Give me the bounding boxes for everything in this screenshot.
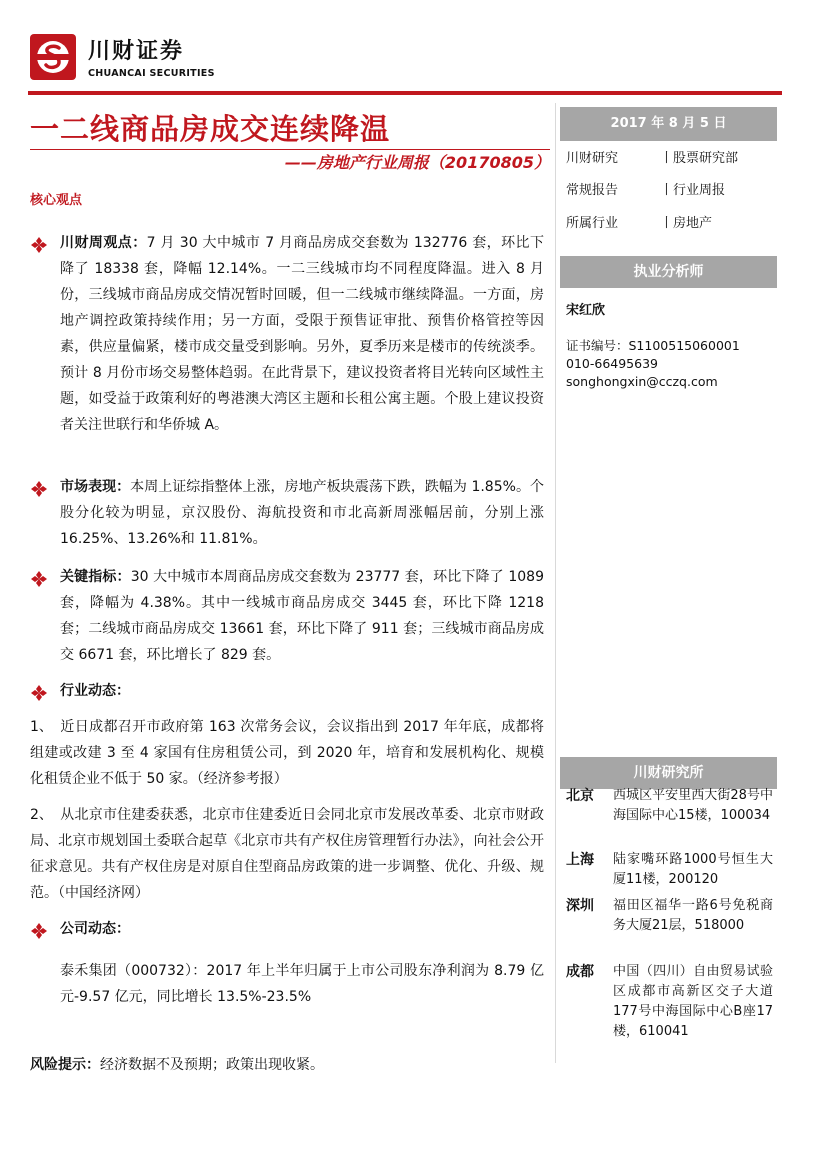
office-city: 深圳 [566, 898, 594, 914]
meta-value: 丨房地产 [660, 216, 713, 231]
office-address: 西城区平安里西大街28号中海国际中心15楼，100034 [613, 788, 773, 823]
institute-header: 川财研究所 [560, 757, 777, 789]
meta-row-industry [566, 215, 712, 233]
risk-body: 经济数据不及预期；政策出现收紧。 [100, 1057, 324, 1073]
diamond-bullet-icon [30, 570, 48, 588]
paragraph-weekly-view [60, 230, 544, 438]
meta-key: 常规报告 [566, 183, 619, 198]
news-number: 2、 [30, 807, 53, 823]
news-text: 从北京市住建委获悉，北京市住建委近日会同北京市发展改革委、北京市财政局、北京市规划国土委联合起草《北京市共有产权住房管理暂行办法》，向社会公开征求意见。共有产权住房是对原自住型商品房政策的进一步调整、优化、升级、规范。（中国经济网） [30, 807, 544, 901]
meta-value: 丨行业周报 [660, 183, 726, 198]
risk-heading: 风险提示： [30, 1057, 100, 1073]
diamond-bullet-icon [30, 480, 48, 498]
meta-key: 所属行业 [566, 216, 619, 231]
analyst-cert: 证书编号：S1100515060001 [566, 338, 740, 353]
news-item [30, 714, 544, 792]
office-address: 福田区福华一路6号免税商务大厦21层，518000 [613, 898, 773, 933]
paragraph-body: 本周上证综指整体上涨，房地产板块震荡下跌，跌幅为 1.85%。个股分化较为明显，京汉股份、海航投资和市北高新周涨幅居前，分别上涨 16.25%、13.26%和 11.81%。 [60, 479, 544, 547]
brand-logo-icon [30, 34, 76, 80]
title-divider [30, 149, 550, 150]
office-city: 成都 [566, 964, 594, 980]
section-company-news [60, 916, 544, 942]
paragraph-body: 7 月 30 大中城市 7 月商品房成交套数为 132776 套，环比下降了 18338 套，降幅 12.14%。一二三线城市均不同程度降温。进入 8 月份，三线城市商品房成交情况暂时回暖，但一二线城市继续降温。一方面，房地产调控政策持续作用；另一方面，受限于预售证审批、预售价格管控等因素，供应量偏紧，楼市成交量受到影响。另外，夏季历来是楼市的传统淡季。预计 8 月份市场交易整体趋弱。在此背景下，建议投资者将目光转向区域性主题，如受益于政策利好的粤港澳大湾区主题和长租公寓主题。个股上建议投资者关注世联行和华侨城 A。 [60, 235, 544, 433]
paragraph-heading: 行业动态： [60, 683, 130, 699]
meta-value: 丨股票研究部 [660, 151, 739, 166]
paragraph-heading: 川财周观点： [60, 235, 147, 251]
news-number: 1、 [30, 719, 53, 735]
risk-warning [30, 1054, 324, 1076]
page-subtitle: ——房地产行业周报（20170805） [284, 153, 550, 172]
report-date: 2017 年 8 月 5 日 [560, 107, 777, 141]
analyst-phone: 010-66495639 [566, 356, 658, 371]
analyst-name: 宋红欣 [566, 303, 606, 318]
office-city: 北京 [566, 788, 594, 804]
office-city: 上海 [566, 852, 594, 868]
meta-row-report-type [566, 182, 725, 200]
paragraph-market [60, 474, 544, 552]
news-item [30, 802, 544, 906]
header-rule [28, 91, 782, 95]
news-text: 近日成都召开市政府第 163 次常务会议，会议指出到 2017 年年底，成都将组建或改建 3 至 4 家国有住房租赁公司，到 2020 年，培育和发展机构化、规模化租赁企业不低于 50 家。（经济参考报） [30, 719, 544, 787]
company-news-text: 泰禾集团（000732）：2017 年上半年归属于上市公司股东净利润为 8.79 亿元-9.57 亿元，同比增长 13.5%-23.5% [60, 963, 544, 1005]
office-address: 中国（四川）自由贸易试验区成都市高新区交子大道177号中海国际中心B座17楼，610041 [613, 964, 773, 1039]
analyst-email[interactable]: songhongxin@cczq.com [566, 374, 718, 389]
page-title: 一二线商品房成交连续降温 [30, 112, 391, 146]
paragraph-key-indicators [60, 564, 544, 668]
analyst-header: 执业分析师 [560, 256, 777, 288]
column-divider [555, 103, 556, 1063]
brand-name: 川财证券 [88, 39, 185, 64]
paragraph-heading: 关键指标： [60, 569, 131, 585]
paragraph-heading: 市场表现： [60, 479, 131, 495]
meta-key: 川财研究 [566, 151, 619, 166]
diamond-bullet-icon [30, 684, 48, 702]
office-address: 陆家嘴环路1000号恒生大厦11楼，200120 [613, 852, 773, 887]
core-view-label: 核心观点 [30, 193, 83, 208]
paragraph-body: 30 大中城市本周商品房成交套数为 23777 套，环比下降了 1089 套，降幅为 4.38%。其中一线城市商品房成交 3445 套，环比下降 1218 套；二线城市商品房成交 13661 套，环比下降了 911 套；三线城市商品房成交 6671 套，环比增长了 829 套。 [60, 569, 544, 663]
section-industry-news [60, 678, 544, 704]
paragraph-heading: 公司动态： [60, 921, 130, 937]
brand-name-en: CHUANCAI SECURITIES [88, 68, 215, 79]
diamond-bullet-icon [30, 922, 48, 940]
meta-row-research [566, 150, 738, 168]
diamond-bullet-icon [30, 236, 48, 254]
